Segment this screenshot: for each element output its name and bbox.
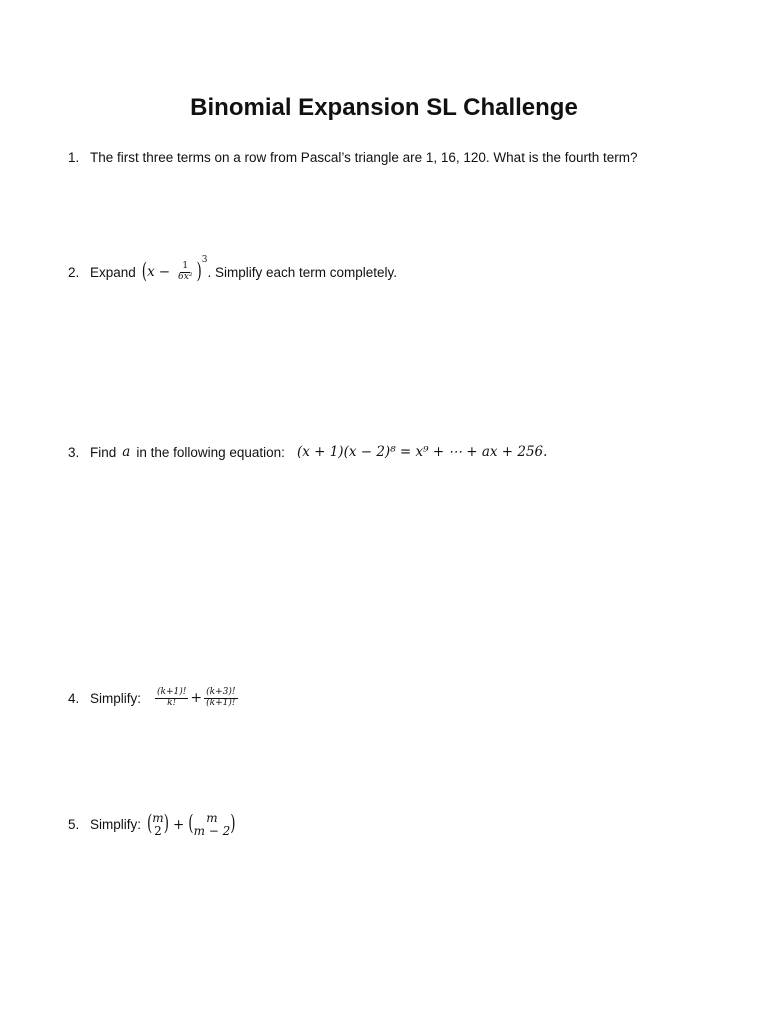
question-prefix: Find (90, 444, 117, 460)
question-prefix: Expand (90, 264, 136, 280)
fraction-numerator: (k+3)! (206, 687, 236, 697)
question-prefix: Simplify: (90, 690, 142, 706)
binomial-top: m (152, 811, 164, 825)
question-number: 5. (68, 817, 80, 833)
question-5 (68, 812, 236, 837)
fraction-numerator: (k+1)! (157, 687, 187, 697)
binomial-bottom: m − 2 (193, 823, 231, 838)
right-paren: ) (196, 258, 202, 284)
binomial-bottom: 2 (154, 823, 162, 838)
left-paren: ( (141, 258, 148, 284)
question-text: The first three terms on a row from Pascal’s triangle are 1, 16, 120. What is the fourth term? (90, 150, 638, 165)
math-operator: + (190, 690, 203, 707)
right-paren: ) (163, 810, 169, 837)
left-paren: ( (147, 810, 153, 837)
fraction-1 (155, 688, 188, 709)
question-number: 4. (68, 690, 80, 706)
left-paren: ( (188, 810, 194, 837)
fraction-numerator: 1 (182, 261, 189, 271)
binomial-2 (194, 812, 231, 837)
question-2 (68, 255, 398, 284)
math-var: x (147, 264, 155, 281)
right-paren: ) (230, 810, 236, 837)
question-number: 1. (68, 150, 80, 165)
fraction-denominator: 6x² (178, 271, 193, 282)
fraction (176, 262, 194, 283)
binomial-1 (152, 812, 163, 837)
fraction-2 (204, 688, 237, 709)
exponent: 3 (201, 255, 208, 266)
question-prefix: Simplify: (90, 817, 142, 833)
question-number: 3. (68, 444, 80, 460)
math-operator: − (158, 264, 171, 281)
math-var: a (122, 444, 131, 460)
question-1 (68, 150, 638, 165)
question-3 (68, 444, 547, 460)
question-4 (68, 688, 240, 709)
equation: (x + 1)(x − 2)⁸ = x⁹ + ⋯ + ax + 256. (296, 444, 548, 460)
question-number: 2. (68, 264, 80, 280)
fraction-denominator: (k+1)! (206, 697, 236, 708)
question-suffix: . Simplify each term completely. (207, 264, 398, 280)
page-title: Binomial Expansion SL Challenge (190, 94, 578, 121)
fraction-denominator: k! (167, 697, 177, 708)
math-operator: + (172, 816, 185, 833)
binomial-top: m (206, 811, 218, 825)
question-mid: in the following equation: (136, 444, 285, 460)
